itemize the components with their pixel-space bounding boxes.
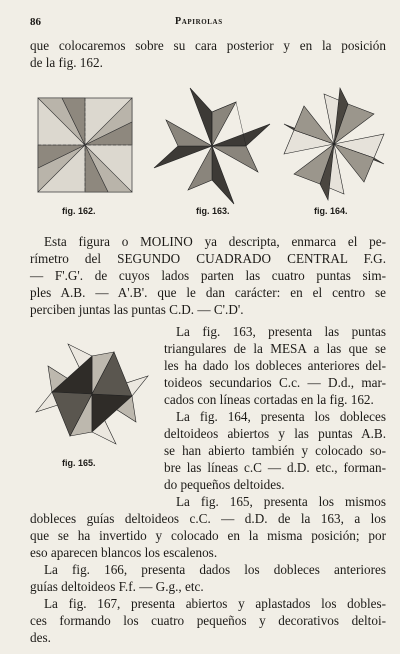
- side-line-10: do pequeños deltoides.: [164, 477, 285, 492]
- bottom-line-7: La fig. 167, presenta abiertos y aplastados los dobles-: [44, 596, 386, 611]
- side-line-9: bre las líneas c.C — d.D. etc., forman-: [164, 460, 386, 475]
- figure-165: [32, 336, 152, 452]
- running-title: Papirolas: [175, 16, 223, 27]
- caption-fig-163: fig. 163.: [196, 206, 230, 216]
- side-line-1: La fig. 163, presenta las puntas: [176, 324, 386, 339]
- side-line-5: cados con líneas cortadas en la fig. 162.: [164, 392, 374, 407]
- side-line-2: triangulares de la MESA a las que se: [164, 341, 386, 356]
- figure-162: [30, 84, 140, 204]
- bottom-line-8: ces formando los cuatro pequeños y decorativos deltoi-: [30, 613, 386, 628]
- bottom-line-6: guías deltoideos F.f. — G.g., etc.: [30, 579, 204, 594]
- bottom-line-1: La fig. 165, presenta los mismos: [176, 494, 386, 509]
- intro-line-1: que colocaremos sobre su cara posterior y en la posición: [30, 38, 386, 53]
- body-line-5: perciben juntas las puntas C.D. — C'.D'.: [30, 302, 244, 317]
- caption-fig-165: fig. 165.: [62, 458, 96, 468]
- side-line-7: deltoideos abiertos y las puntas A.B.: [164, 426, 386, 441]
- side-line-4: toideos secundarios C.c. — D.d., mar-: [164, 375, 386, 390]
- bottom-line-4: eso aparecen blancos los escalenos.: [30, 545, 218, 560]
- bottom-line-2: dobleces guías deltoideos c.C. — d.D. de la 163, a los: [30, 511, 386, 526]
- body-line-1: Esta figura o MOLINO ya descripta, enmarca el pe-: [44, 234, 386, 249]
- caption-fig-164: fig. 164.: [314, 206, 348, 216]
- figure-164: [280, 84, 388, 204]
- side-line-3: les ha dado los dobleces anteriores del-: [164, 358, 386, 373]
- body-line-4: ples A.B. — A'.B'. que le dan carácter: en el centro se: [30, 285, 386, 300]
- caption-fig-162: fig. 162.: [62, 206, 96, 216]
- bottom-line-3: que se ha invertido y colocado en la misma posición; por: [30, 528, 386, 543]
- side-line-8: se han abierto también y colocado so-: [164, 443, 386, 458]
- side-line-6: La fig. 164, presenta los dobleces: [176, 409, 386, 424]
- body-line-2: rímetro del SEGUNDO CUADRADO CENTRAL F.G.: [30, 251, 386, 266]
- figure-163: [150, 82, 275, 212]
- bottom-line-9: des.: [30, 630, 51, 645]
- body-line-3: — F'.G'. de cuyos lados parten las cuatro puntas sim-: [30, 268, 386, 283]
- intro-line-2: de la fig. 162.: [30, 55, 103, 70]
- page-number: 86: [30, 16, 41, 28]
- bottom-line-5: La fig. 166, presenta dados los dobleces anteriores: [44, 562, 386, 577]
